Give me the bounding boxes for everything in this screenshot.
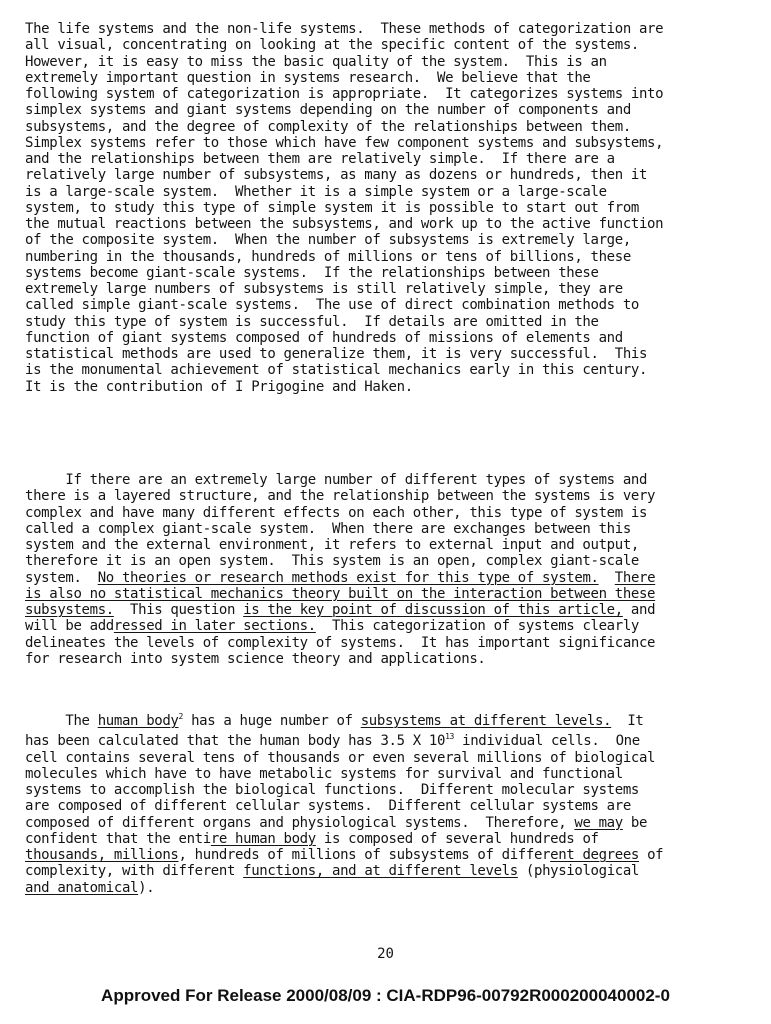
p3-text-r: (physiological (525, 863, 640, 880)
paragraph-complex-giant-systems (25, 472, 655, 667)
p2-text-a: If there are an extremely large number of different types of systems and there is a layered structure, and the relationship between the systems is very complex and have many different effects on each other, this type of system is called a complex giant-scale system. When there are exchanges between this system and the external environment, it refers to external input and output, therefore it is an open system. This system is an open, complex giant-scale system. (25, 472, 656, 586)
p3-text-p: of complexity, with different (25, 847, 664, 880)
page-number: 20 (377, 946, 394, 962)
p2-text-e: This question (113, 602, 244, 618)
p3-underlined-anatomical: and anatomical (25, 879, 139, 896)
p2-underlined-no-statistical-theory: There is also no statistical mechanics theory built on the interaction between these subsystems. (25, 569, 656, 618)
p3-text-a: The (25, 713, 98, 729)
p3-underlined-we-may: we may (574, 814, 623, 831)
p3-underlined-thousands-millions: thousands, millions (25, 847, 179, 863)
paragraph-system-categorization (25, 21, 663, 395)
p3-underlined-functions-levels: functions, and at different levels (243, 863, 518, 880)
p3-text-f: It has been calculated that the human body has 3.5 X 10 (25, 713, 644, 750)
p2-underlined-key-point: is the key point of discussion of this article, (243, 602, 623, 618)
p3-underlined-human-body-2: re human body (210, 830, 316, 847)
p2-underlined-later-sections: ressed in later sections. (113, 618, 316, 635)
exponent-13: 13 (445, 732, 455, 742)
p3-text-d: has a huge number of (182, 713, 361, 729)
p3-text-l: is composed of several hundreds of (323, 830, 599, 847)
p2-text-c (599, 570, 615, 586)
p3-text-j: be confident that the enti (25, 814, 648, 847)
p3-underlined-degrees: ent degrees (550, 847, 639, 863)
p3-text-t: ). (138, 879, 155, 896)
p3-text-h: individual cells. One cell contains several tens of thousands or even several millions of biological molecules which have to have metabolic systems for survival and functional systems to accomplish the biological functions. Different molecular systems are composed of different cellular systems. Different cellular systems are composed of different organs and physiological systems. Therefore, (25, 733, 656, 831)
paragraph-human-body (25, 709, 663, 896)
p2-underlined-no-theories: No theories or research methods exist for this type of system. (97, 569, 599, 586)
paragraph-1-text: The life systems and the non-life systems. These methods of categorization are all visual, concentrating on looking at the specific content of the systems. However, it is easy to miss the basic quality of the system. This is an extremely important question in systems research. We believe that the following system of categorization is appropriate. It categorizes systems into simplex systems and giant systems depending on the number of components and subsystems, and the degree of complexity of the relationships between them. Simplex systems refer to those which have few component systems and subsystems, and the relationships between them are relatively simple. If there are a relatively large number of subsystems, as many as dozens or hundreds, then it is a large-scale system. Whether it is a simple system or a large-scale system, to study this type of simple system it is possible to start out from the mutual reactions between the subsystems, and work up to the active function of the composite system. When the number of subsystems is extremely large, numbering in the thousands, hundreds of millions or tens of billions, these systems become giant-scale systems. If the relationships between these extremely large numbers of subsystems is still relatively simple, they are called simple giant-scale systems. The use of direct combination methods to study this type of system is successful. If details are omitted in the function of giant systems composed of hundreds of missions of elements and statistical methods are used to generalize them, it is very successful. This is the monumental achievement of statistical mechanics early in this century. It is the contribution of I Prigogine and Haken. (25, 21, 664, 395)
p3-underlined-subsystems-levels: subsystems at different levels. (360, 713, 612, 729)
p3-underlined-human-body: human body (97, 713, 179, 729)
release-footer: Approved For Release 2000/08/09 : CIA-RDP96-00792R000200040002-0 (101, 986, 670, 1005)
p2-text-g: and will be add (25, 602, 656, 635)
footnote-marker: 2 (178, 712, 183, 721)
p3-text-n: , hundreds of millions of subsystems of differ (178, 847, 551, 863)
p2-text-i: This categorization of systems clearly delineates the levels of complexity of systems. It has important significance for research into system science theory and applications. (25, 618, 656, 667)
